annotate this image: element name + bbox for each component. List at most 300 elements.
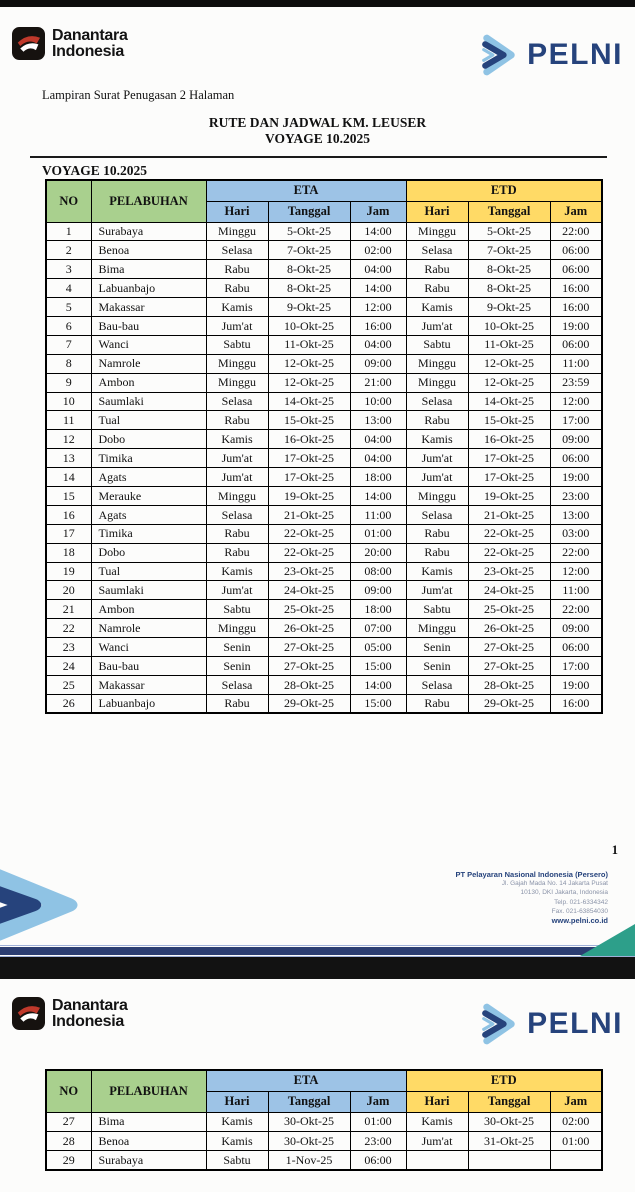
cell-etd_hari: Jum'at [406,316,468,335]
cell-eta_hari: Jum'at [206,316,268,335]
table-row [46,1151,602,1170]
cell-pelabuhan: Saumlaki [91,581,206,600]
header-etd-hari: Hari [406,1091,468,1112]
cell-etd_hari: Jum'at [406,468,468,487]
cell-eta_tanggal: 25-Okt-25 [268,600,350,619]
footer-address1: Jl. Gajah Mada No. 14 Jakarta Pusat [501,880,608,888]
footer-website: www.pelni.co.id [551,916,608,926]
cell-eta_tanggal: 7-Okt-25 [268,241,350,260]
cell-eta_tanggal: 12-Okt-25 [268,373,350,392]
cell-no: 13 [46,449,91,468]
lampiran-note: Lampiran Surat Penugasan 2 Halaman [42,88,235,102]
cell-etd_tanggal: 27-Okt-25 [468,656,550,675]
cell-pelabuhan: Benoa [91,241,206,260]
cell-eta_jam: 20:00 [350,543,406,562]
header-eta-jam: Jam [350,1091,406,1112]
cell-eta_tanggal: 10-Okt-25 [268,316,350,335]
cell-no: 7 [46,335,91,354]
cell-eta_hari: Kamis [206,1112,268,1131]
table-row [46,279,602,298]
cell-eta_jam: 14:00 [350,675,406,694]
cell-pelabuhan: Bau-bau [91,316,206,335]
cell-eta_hari: Kamis [206,1131,268,1150]
cell-eta_tanggal: 27-Okt-25 [268,638,350,657]
cell-eta_hari: Senin [206,638,268,657]
cell-eta_hari: Kamis [206,430,268,449]
document-title [0,115,635,147]
danantara-label-line2: Indonesia [52,42,124,60]
cell-etd_jam: 11:00 [550,581,602,600]
cell-eta_hari: Sabtu [206,1151,268,1170]
cell-no: 20 [46,581,91,600]
cell-etd_jam: 02:00 [550,1112,602,1131]
footer-company: PT Pelayaran Nasional Indonesia (Persero) [455,870,608,879]
cell-no: 10 [46,392,91,411]
cell-eta_jam: 14:00 [350,486,406,505]
cell-pelabuhan: Namrole [91,354,206,373]
cell-eta_tanggal: 8-Okt-25 [268,279,350,298]
cell-etd_hari: Senin [406,656,468,675]
cell-no: 6 [46,316,91,335]
cell-etd_jam: 06:00 [550,335,602,354]
cell-etd_tanggal: 11-Okt-25 [468,335,550,354]
company-footer [455,870,608,925]
cell-eta_jam: 18:00 [350,600,406,619]
cell-etd_hari: Minggu [406,486,468,505]
cell-etd_hari: Kamis [406,430,468,449]
cell-etd_jam: 17:00 [550,411,602,430]
cell-eta_tanggal: 17-Okt-25 [268,468,350,487]
cell-no: 23 [46,638,91,657]
cell-eta_tanggal: 15-Okt-25 [268,411,350,430]
cell-no: 8 [46,354,91,373]
page-1 [0,7,635,957]
cell-etd_tanggal: 31-Okt-25 [468,1131,550,1150]
cell-eta_tanggal: 30-Okt-25 [268,1112,350,1131]
cell-etd_jam: 16:00 [550,298,602,317]
footer-bar [0,943,635,957]
header-etd-hari: Hari [406,201,468,222]
cell-etd_jam: 06:00 [550,449,602,468]
cell-eta_hari: Sabtu [206,600,268,619]
cell-etd_tanggal: 19-Okt-25 [468,486,550,505]
cell-eta_hari: Rabu [206,524,268,543]
cell-etd_tanggal: 10-Okt-25 [468,316,550,335]
danantara-logo [12,27,128,60]
header-eta-hari: Hari [206,201,268,222]
cell-etd_hari: Minggu [406,222,468,241]
cell-pelabuhan: Agats [91,468,206,487]
cell-no: 29 [46,1151,91,1170]
cell-etd_tanggal: 25-Okt-25 [468,600,550,619]
cell-etd_hari: Senin [406,638,468,657]
cell-eta_jam: 04:00 [350,449,406,468]
cell-etd_jam: 16:00 [550,279,602,298]
danantara-label-line1: Danantara [52,26,128,44]
table-row [46,562,602,581]
cell-etd_jam: 09:00 [550,619,602,638]
cell-eta_tanggal: 22-Okt-25 [268,543,350,562]
cell-etd_hari: Kamis [406,562,468,581]
cell-etd_jam: 01:00 [550,1131,602,1150]
cell-eta_jam: 04:00 [350,430,406,449]
table-row [46,1131,602,1150]
cell-eta_jam: 11:00 [350,505,406,524]
cell-etd_tanggal: 22-Okt-25 [468,543,550,562]
cell-etd_jam: 13:00 [550,505,602,524]
cell-etd_tanggal: 14-Okt-25 [468,392,550,411]
cell-eta_jam: 16:00 [350,316,406,335]
cell-eta_tanggal: 29-Okt-25 [268,694,350,713]
cell-eta_tanggal: 24-Okt-25 [268,581,350,600]
cell-etd_hari: Kamis [406,298,468,317]
header-eta-hari: Hari [206,1091,268,1112]
cell-pelabuhan: Merauke [91,486,206,505]
table-row [46,298,602,317]
cell-no: 24 [46,656,91,675]
cell-etd_hari: Jum'at [406,581,468,600]
cell-eta_tanggal: 17-Okt-25 [268,449,350,468]
footer-fax: Fax. 021-63854030 [551,907,608,915]
cell-pelabuhan: Bau-bau [91,656,206,675]
danantara-icon [12,997,45,1030]
table-row [46,373,602,392]
cell-eta_tanggal: 22-Okt-25 [268,524,350,543]
cell-etd_jam: 22:00 [550,543,602,562]
footer-telp: Telp. 021-6334342 [554,898,608,906]
header-etd-tanggal: Tanggal [468,1091,550,1112]
cell-no: 19 [46,562,91,581]
cell-eta_jam: 01:00 [350,524,406,543]
cell-no: 18 [46,543,91,562]
table-row [46,468,602,487]
cell-eta_hari: Selasa [206,392,268,411]
cell-pelabuhan: Labuanbajo [91,694,206,713]
table-row [46,1112,602,1131]
cell-no: 28 [46,1131,91,1150]
cell-eta_jam: 10:00 [350,392,406,411]
table-row [46,505,602,524]
cell-eta_hari: Minggu [206,222,268,241]
cell-eta_tanggal: 8-Okt-25 [268,260,350,279]
cell-pelabuhan: Timika [91,524,206,543]
table-row [46,241,602,260]
cell-etd_tanggal: 15-Okt-25 [468,411,550,430]
table-row [46,430,602,449]
table-row [46,392,602,411]
danantara-logo-page2 [12,997,128,1030]
cell-etd_tanggal: 23-Okt-25 [468,562,550,581]
cell-pelabuhan: Makassar [91,675,206,694]
page-number: 1 [611,843,618,857]
cell-eta_tanggal: 27-Okt-25 [268,656,350,675]
cell-etd_jam: 11:00 [550,354,602,373]
cell-etd_tanggal: 29-Okt-25 [468,694,550,713]
header-pelabuhan: PELABUHAN [91,1070,206,1112]
cell-no: 16 [46,505,91,524]
cell-etd_jam: 03:00 [550,524,602,543]
cell-no: 22 [46,619,91,638]
header-etd: ETD [406,1070,602,1091]
header-etd-jam: Jam [550,1091,602,1112]
cell-etd_tanggal: 8-Okt-25 [468,260,550,279]
teal-triangle-decoration [580,924,635,956]
cell-etd_hari: Minggu [406,619,468,638]
cell-eta_hari: Kamis [206,298,268,317]
cell-eta_tanggal: 26-Okt-25 [268,619,350,638]
danantara-label-line1: Danantara [52,996,128,1014]
table-row [46,656,602,675]
cell-no: 25 [46,675,91,694]
cell-no: 21 [46,600,91,619]
cell-etd_tanggal: 5-Okt-25 [468,222,550,241]
cell-etd_jam: 23:59 [550,373,602,392]
cell-etd_jam: 16:00 [550,694,602,713]
cell-etd_jam: 06:00 [550,260,602,279]
cell-no: 5 [46,298,91,317]
cell-etd_tanggal: 7-Okt-25 [468,241,550,260]
table-row [46,411,602,430]
cell-etd_hari: Sabtu [406,600,468,619]
cell-eta_jam: 14:00 [350,279,406,298]
cell-etd_hari [406,1151,468,1170]
cell-etd_hari: Rabu [406,694,468,713]
cell-no: 17 [46,524,91,543]
cell-etd_jam: 22:00 [550,600,602,619]
cell-eta_hari: Minggu [206,354,268,373]
cell-no: 9 [46,373,91,392]
cell-etd_hari: Minggu [406,373,468,392]
cell-eta_hari: Minggu [206,373,268,392]
cell-etd_hari: Selasa [406,505,468,524]
cell-etd_jam: 19:00 [550,468,602,487]
cell-eta_tanggal: 12-Okt-25 [268,354,350,373]
header-etd-tanggal: Tanggal [468,201,550,222]
cell-etd_jam: 23:00 [550,486,602,505]
cell-eta_hari: Rabu [206,543,268,562]
header-no: NO [46,180,91,222]
cell-pelabuhan: Dobo [91,543,206,562]
cell-eta_hari: Kamis [206,562,268,581]
cell-no: 15 [46,486,91,505]
cell-eta_jam: 07:00 [350,619,406,638]
cell-etd_jam: 17:00 [550,656,602,675]
cell-etd_jam: 22:00 [550,222,602,241]
cell-etd_tanggal [468,1151,550,1170]
cell-etd_hari: Rabu [406,524,468,543]
cell-etd_hari: Selasa [406,675,468,694]
header-etd-jam: Jam [550,201,602,222]
cell-no: 2 [46,241,91,260]
table-row [46,524,602,543]
cell-etd_hari: Rabu [406,260,468,279]
cell-etd_hari: Kamis [406,1112,468,1131]
table-row [46,335,602,354]
cell-eta_jam: 09:00 [350,354,406,373]
cell-pelabuhan: Benoa [91,1131,206,1150]
cell-no: 11 [46,411,91,430]
title-line2: VOYAGE 10.2025 [265,131,370,146]
cell-eta_tanggal: 16-Okt-25 [268,430,350,449]
cell-etd_jam [550,1151,602,1170]
cell-etd_jam: 09:00 [550,430,602,449]
cell-pelabuhan: Bima [91,260,206,279]
cell-etd_jam: 19:00 [550,316,602,335]
cell-eta_jam: 23:00 [350,1131,406,1150]
cell-eta_jam: 13:00 [350,411,406,430]
cell-eta_hari: Selasa [206,675,268,694]
table-row [46,675,602,694]
cell-eta_jam: 01:00 [350,1112,406,1131]
cell-pelabuhan: Labuanbajo [91,279,206,298]
danantara-icon [12,27,45,60]
table-row [46,449,602,468]
cell-eta_jam: 05:00 [350,638,406,657]
cell-etd_hari: Jum'at [406,449,468,468]
pelni-logo [476,32,623,78]
table-row [46,354,602,373]
cell-etd_hari: Selasa [406,392,468,411]
cell-eta_tanggal: 14-Okt-25 [268,392,350,411]
table-row [46,316,602,335]
cell-etd_tanggal: 17-Okt-25 [468,468,550,487]
table-row [46,619,602,638]
cell-eta_jam: 02:00 [350,241,406,260]
cell-etd_hari: Rabu [406,411,468,430]
cell-eta_hari: Jum'at [206,468,268,487]
cell-eta_hari: Sabtu [206,335,268,354]
table-row [46,222,602,241]
cell-eta_jam: 06:00 [350,1151,406,1170]
cell-etd_jam: 12:00 [550,562,602,581]
cell-pelabuhan: Surabaya [91,1151,206,1170]
cell-etd_tanggal: 26-Okt-25 [468,619,550,638]
cell-etd_tanggal: 30-Okt-25 [468,1112,550,1131]
cell-pelabuhan: Tual [91,562,206,581]
cell-no: 3 [46,260,91,279]
cell-no: 4 [46,279,91,298]
cell-eta_jam: 15:00 [350,656,406,675]
danantara-label-line2: Indonesia [52,1012,124,1030]
cell-etd_tanggal: 8-Okt-25 [468,279,550,298]
header-eta: ETA [206,180,406,201]
cell-eta_hari: Selasa [206,241,268,260]
cell-etd_hari: Rabu [406,543,468,562]
cell-etd_jam: 19:00 [550,675,602,694]
cell-eta_jam: 04:00 [350,260,406,279]
cell-eta_tanggal: 9-Okt-25 [268,298,350,317]
cell-pelabuhan: Bima [91,1112,206,1131]
cell-etd_tanggal: 22-Okt-25 [468,524,550,543]
cell-eta_jam: 14:00 [350,222,406,241]
table-row [46,260,602,279]
cell-etd_tanggal: 12-Okt-25 [468,354,550,373]
cell-eta_jam: 12:00 [350,298,406,317]
page-separator [0,957,635,979]
cell-eta_jam: 08:00 [350,562,406,581]
cell-etd_tanggal: 28-Okt-25 [468,675,550,694]
pelni-chevron-icon [476,32,522,78]
cell-pelabuhan: Agats [91,505,206,524]
header-eta-tanggal: Tanggal [268,201,350,222]
cell-etd_tanggal: 9-Okt-25 [468,298,550,317]
cell-eta_tanggal: 28-Okt-25 [268,675,350,694]
cell-etd_tanggal: 21-Okt-25 [468,505,550,524]
pelni-chevron-icon [476,1001,522,1047]
cell-eta_hari: Rabu [206,411,268,430]
header-eta-jam: Jam [350,201,406,222]
cell-pelabuhan: Wanci [91,638,206,657]
pelni-wordmark: PELNI [527,1007,623,1040]
page-2 [0,979,635,1192]
cell-eta_hari: Minggu [206,619,268,638]
cell-eta_hari: Senin [206,656,268,675]
cell-eta_hari: Rabu [206,694,268,713]
cell-pelabuhan: Timika [91,449,206,468]
horizontal-rule [30,156,607,158]
header-etd: ETD [406,180,602,201]
header-pelabuhan: PELABUHAN [91,180,206,222]
cell-pelabuhan: Ambon [91,600,206,619]
pelni-wordmark: PELNI [527,38,623,71]
cell-no: 27 [46,1112,91,1131]
cell-eta_jam: 09:00 [350,581,406,600]
cell-etd_tanggal: 27-Okt-25 [468,638,550,657]
cell-pelabuhan: Dobo [91,430,206,449]
table-row [46,600,602,619]
header-eta: ETA [206,1070,406,1091]
cell-no: 1 [46,222,91,241]
table-row [46,694,602,713]
cell-eta_jam: 18:00 [350,468,406,487]
cell-pelabuhan: Makassar [91,298,206,317]
cell-etd_tanggal: 16-Okt-25 [468,430,550,449]
cell-eta_tanggal: 23-Okt-25 [268,562,350,581]
cell-eta_jam: 21:00 [350,373,406,392]
cell-etd_tanggal: 24-Okt-25 [468,581,550,600]
cell-eta_tanggal: 5-Okt-25 [268,222,350,241]
cell-pelabuhan: Wanci [91,335,206,354]
cell-pelabuhan: Surabaya [91,222,206,241]
cell-pelabuhan: Saumlaki [91,392,206,411]
cell-eta_tanggal: 1-Nov-25 [268,1151,350,1170]
cell-no: 14 [46,468,91,487]
cell-eta_tanggal: 21-Okt-25 [268,505,350,524]
header-eta-tanggal: Tanggal [268,1091,350,1112]
cell-no: 12 [46,430,91,449]
schedule-table-page1 [45,179,603,714]
table-row [46,581,602,600]
cell-etd_jam: 12:00 [550,392,602,411]
cell-eta_hari: Minggu [206,486,268,505]
cell-eta_tanggal: 19-Okt-25 [268,486,350,505]
title-line1: RUTE DAN JADWAL KM. LEUSER [208,115,427,130]
cell-etd_hari: Jum'at [406,1131,468,1150]
cell-etd_hari: Selasa [406,241,468,260]
table-row [46,486,602,505]
cell-eta_hari: Jum'at [206,581,268,600]
pelni-chevron-decoration [0,859,90,951]
cell-eta_jam: 04:00 [350,335,406,354]
cell-eta_tanggal: 11-Okt-25 [268,335,350,354]
cell-pelabuhan: Ambon [91,373,206,392]
cell-eta_hari: Rabu [206,279,268,298]
cell-etd_hari: Sabtu [406,335,468,354]
cell-etd_jam: 06:00 [550,638,602,657]
cell-eta_hari: Rabu [206,260,268,279]
cell-etd_hari: Rabu [406,279,468,298]
cell-pelabuhan: Tual [91,411,206,430]
